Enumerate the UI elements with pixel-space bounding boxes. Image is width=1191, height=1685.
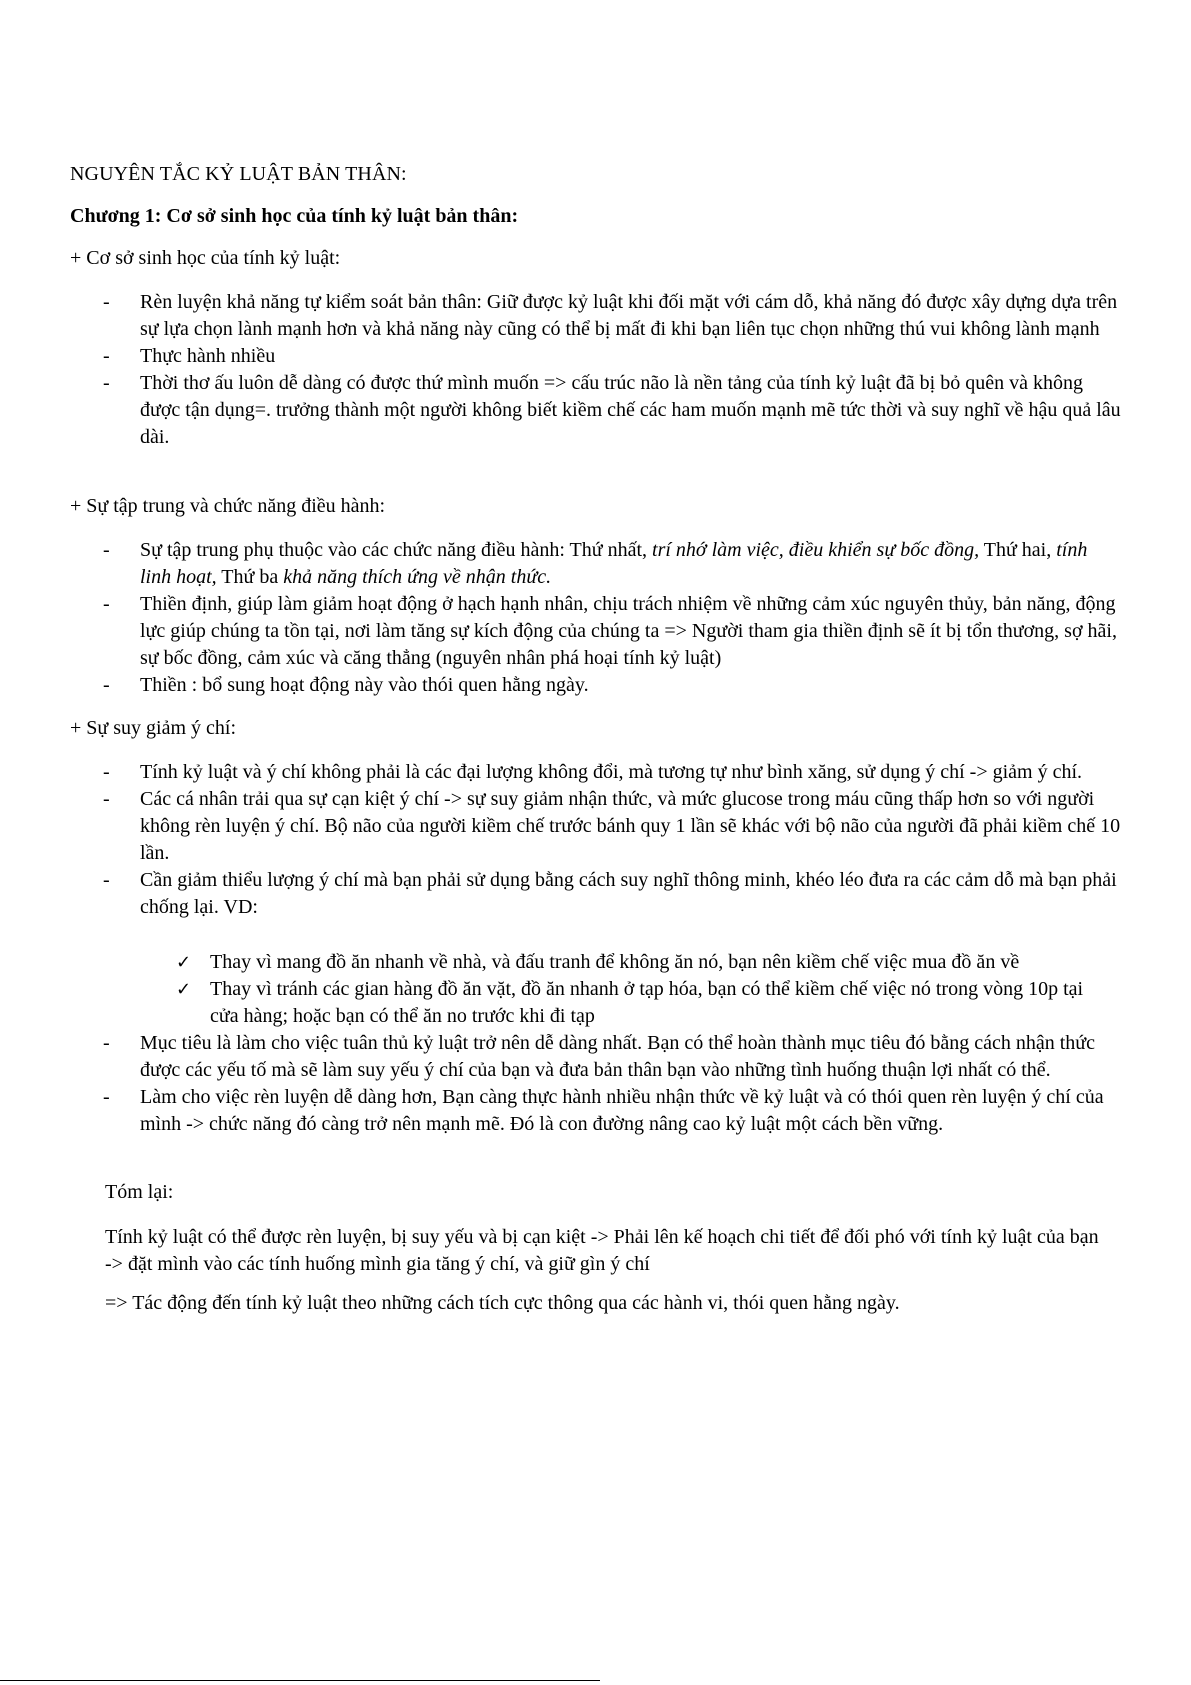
document-title: NGUYÊN TẮC KỶ LUẬT BẢN THÂN: <box>70 163 407 185</box>
list-item: - Sự tập trung phụ thuộc vào các chức năng điều hành: Thứ nhất, trí nhớ làm việc, điều khiển sự bốc đồng, Thứ hai, tính linh hoạt, Thứ ba khả năng thích ứng về nhận thức. <box>103 539 1088 588</box>
dash-bullet: - <box>103 761 110 783</box>
dash-bullet: - <box>103 291 110 313</box>
conclusion-text: => Tác động đến tính kỷ luật theo những cách tích cực thông qua các hành vi, thói quen hằng ngày. <box>105 1292 900 1314</box>
check-item: ✓ Thay vì tránh các gian hàng đồ ăn vặt, đồ ăn nhanh ở tạp hóa, bạn có thể kiềm chế việc nó trong vòng 10p tại cửa hàng; hoặc bạn có thể ăn no trước khi đi tạp <box>176 978 1084 1027</box>
checkmark-icon: ✓ <box>176 979 192 1000</box>
dash-bullet: - <box>103 1032 110 1054</box>
dash-bullet: - <box>103 345 110 367</box>
list-item: - Làm cho việc rèn luyện dễ dàng hơn, Bạn càng thực hành nhiều nhận thức về kỷ luật và có thói quen rèn luyện ý chí của mình -> chức năng đó càng trở nên mạnh mẽ. Đó là con đường nâng cao kỷ luật một cách bền vững. <box>103 1086 1104 1135</box>
list-item: - Tính kỷ luật và ý chí không phải là các đại lượng không đổi, mà tương tự như bình xăng, sử dụng ý chí -> giảm ý chí. <box>0 759 1123 786</box>
list-item: - Thực hành nhiều <box>0 343 1123 370</box>
list-biology <box>0 289 1191 451</box>
dash-bullet: - <box>103 372 110 394</box>
section-heading-biology: + Cơ sở sinh học của tính kỷ luật: <box>70 247 341 269</box>
dash-bullet: - <box>103 788 110 810</box>
dash-bullet: - <box>103 593 110 615</box>
dash-bullet: - <box>103 869 110 891</box>
list-item: - Mục tiêu là làm cho việc tuân thủ kỷ luật trở nên dễ dàng nhất. Bạn có thể hoàn thành mục tiêu đó bằng cách nhận thức được các yếu tố mà sẽ làm suy yếu ý chí của bạn và đưa bản thân bạn vào những tình huống thuận lợi nhất có thể. <box>103 1032 1096 1081</box>
check-item: ✓ Thay vì mang đồ ăn nhanh về nhà, và đấu tranh để không ăn nó, bạn nên kiềm chế việc mua đồ ăn về <box>0 949 1090 976</box>
list-item: - Cần giảm thiểu lượng ý chí mà bạn phải sử dụng bằng cách suy nghĩ thông minh, khéo léo đưa ra các cảm dỗ mà bạn phải chống lại. VD: <box>103 869 1117 918</box>
dash-bullet: - <box>103 1086 110 1108</box>
list-item: - Rèn luyện khả năng tự kiểm soát bản thân: Giữ được kỷ luật khi đối mặt với cám dỗ, khả năng đó được xây dựng dựa trên sự lựa chọn lành mạnh hơn và khả năng này cũng có thể bị mất đi khi bạn liên tục chọn những thú vui không lành mạnh <box>103 291 1118 340</box>
summary-label: Tóm lại: <box>105 1181 174 1203</box>
section-heading-willpower: + Sự suy giảm ý chí: <box>70 717 237 739</box>
list-item: - Các cá nhân trải qua sự cạn kiệt ý chí -> sự suy giảm nhận thức, và mức glucose trong máu cũng thấp hơn so với người không rèn luyện ý chí. Bộ não của người kiềm chế trước bánh quy 1 lần sẽ khác với bộ não của người đã phải kiềm chế 10 lần. <box>103 788 1121 864</box>
chapter-heading: Chương 1: Cơ sở sinh học của tính kỷ luật bản thân: <box>70 205 519 227</box>
list-item: - Thời thơ ấu luôn dễ dàng có được thứ mình muốn => cấu trúc não là nền tảng của tính kỷ luật đã bị bỏ quên và không được tận dụng=. trưởng thành một người không biết kiềm chế các ham muốn mạnh mẽ tức thời và suy nghĩ về hậu quả lâu dài. <box>103 372 1121 448</box>
list-willpower <box>0 759 1191 921</box>
list-item: - Thiền : bổ sung hoạt động này vào thói quen hằng ngày. <box>0 672 1123 699</box>
list-item: - Thiền định, giúp làm giảm hoạt động ở hạch hạnh nhân, chịu trách nhiệm về những cảm xúc nguyên thủy, bản năng, động lực giúp chúng ta tồn tại, nơi làm tăng sự kích động của chúng ta => Người tham gia thiền định sẽ ít bị tổn thương, sợ hãi, sự bốc đồng, cảm xúc và căng thẳng (nguyên nhân phá hoại tính kỷ luật) <box>103 593 1117 669</box>
list-focus <box>0 537 1191 699</box>
footnote-divider <box>0 1680 600 1681</box>
summary-text: Tính kỷ luật có thể được rèn luyện, bị suy yếu và bị cạn kiệt -> Phải lên kế hoạch chi tiết để đối phó với tính kỷ luật của bạn -> đặt mình vào các tính huống mình gia tăng ý chí, và giữ gìn ý chí <box>105 1226 1099 1275</box>
checkmark-icon: ✓ <box>176 952 192 973</box>
checklist-examples <box>0 949 1191 1030</box>
dash-bullet: - <box>103 539 110 561</box>
dash-bullet: - <box>103 674 110 696</box>
section-heading-focus: + Sự tập trung và chức năng điều hành: <box>70 495 386 517</box>
list-willpower-continued <box>0 1030 1191 1138</box>
